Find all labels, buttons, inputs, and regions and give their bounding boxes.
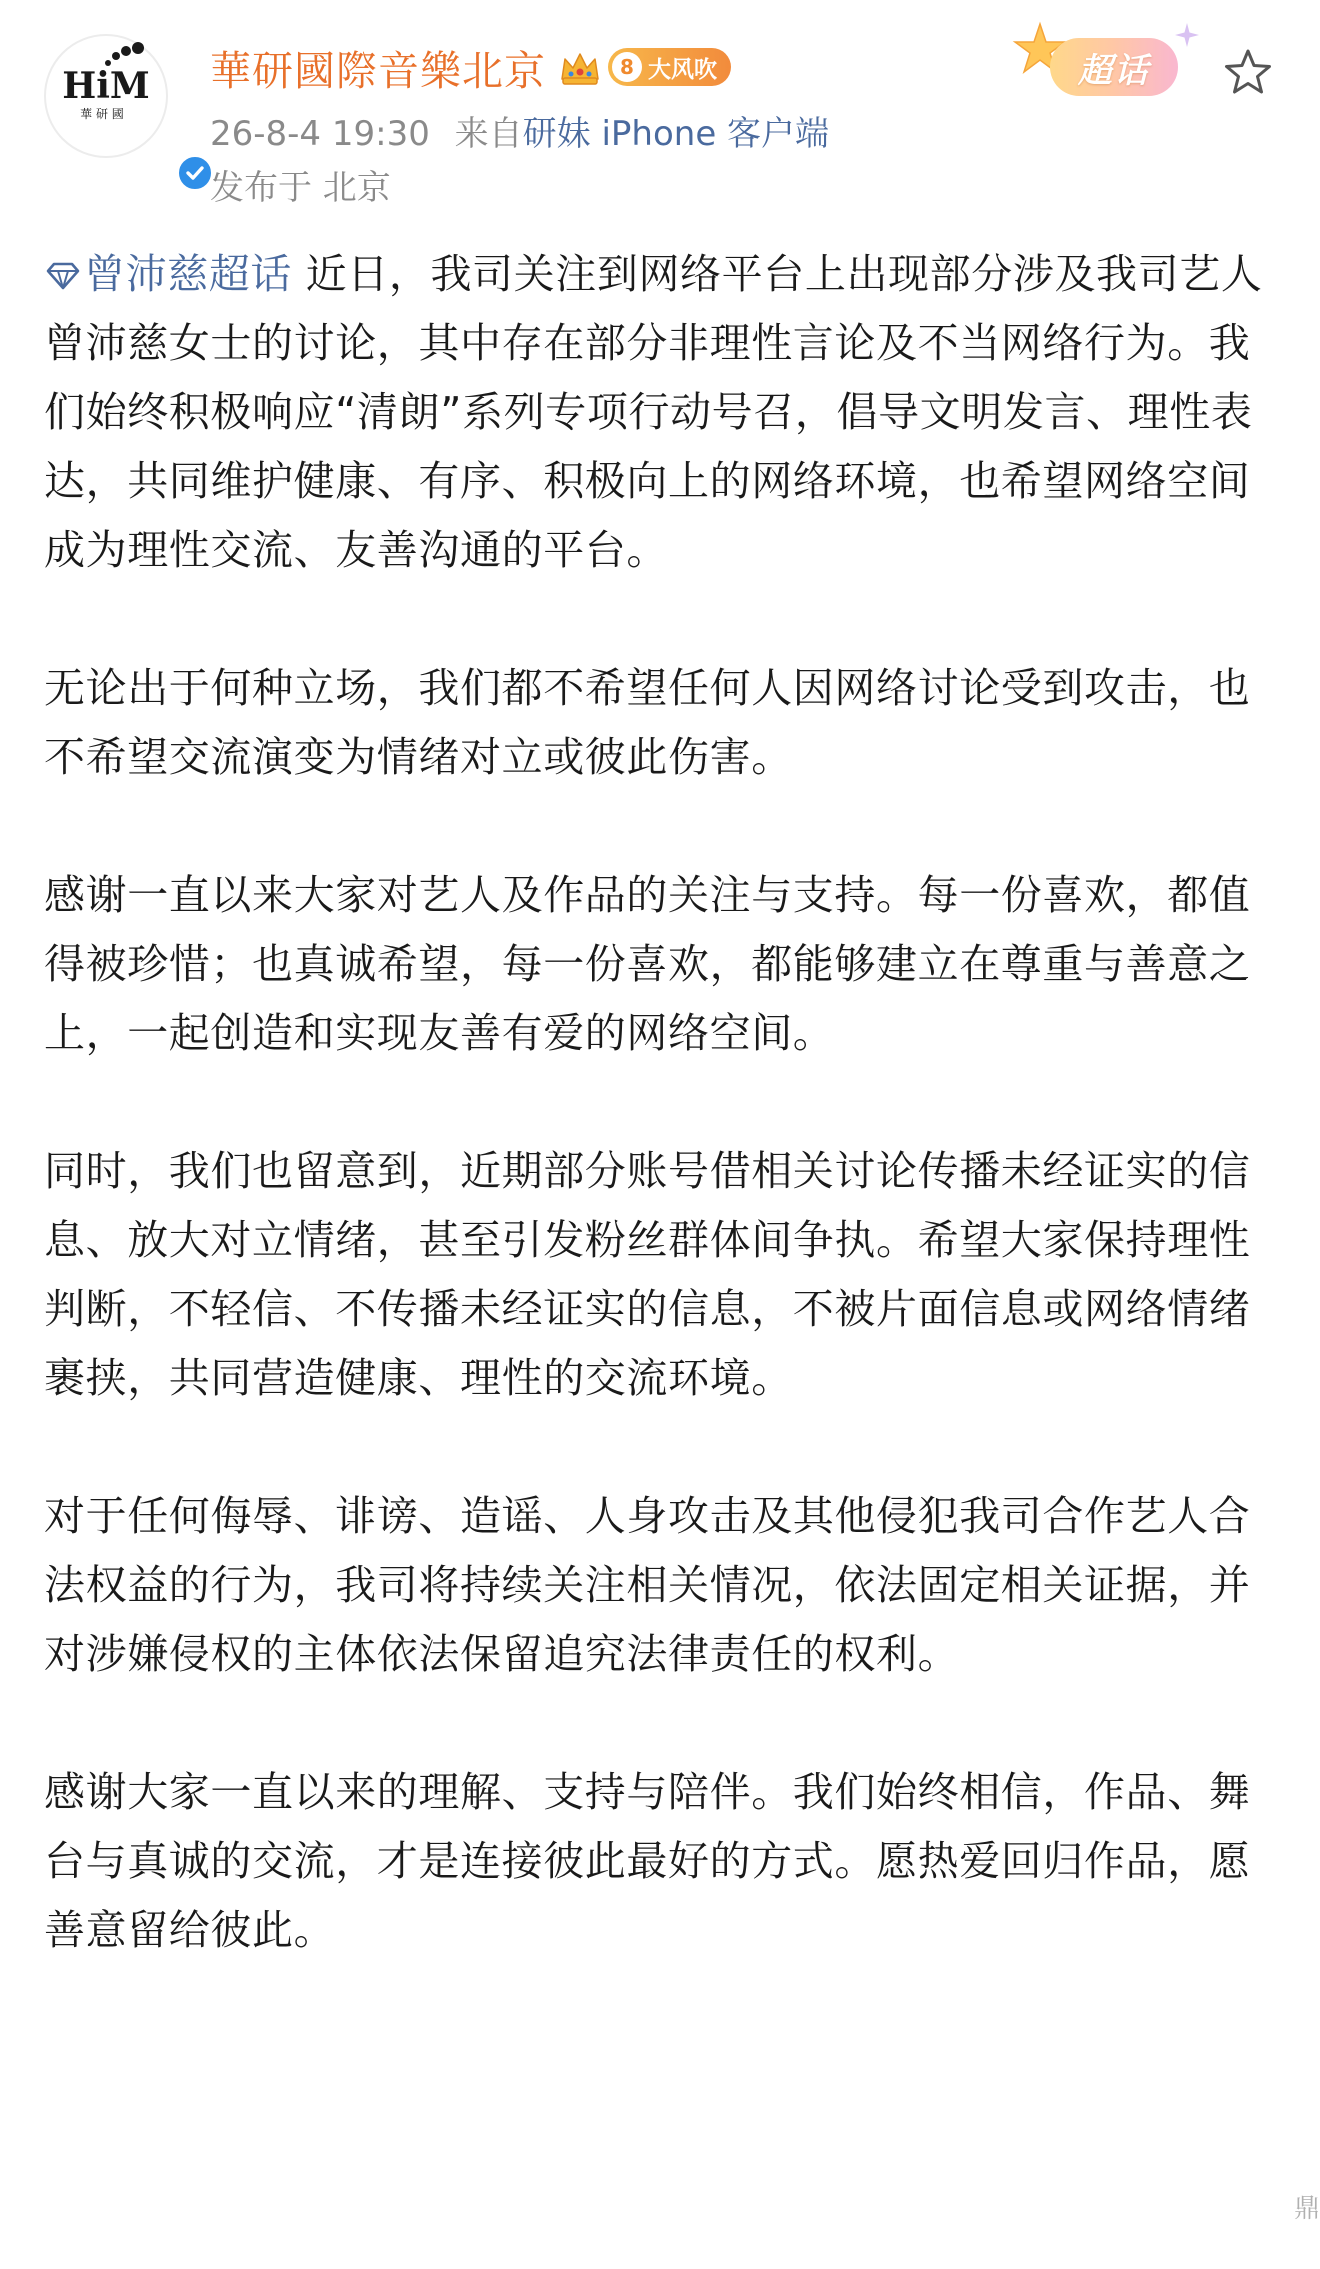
avatar[interactable] (44, 34, 168, 158)
post-meta (210, 106, 829, 155)
fan-level-label: 大风吹 (648, 56, 717, 83)
supertopic-label: 超话 (1078, 50, 1150, 91)
star-outline-icon[interactable] (1222, 46, 1274, 98)
post-paragraph-4: 同时，我们也留意到，近期部分账号借相关讨论传播未经证实的信息、放大对立情绪，甚至引发粉丝群体间争执。希望大家保持理性判断，不轻信、不传播未经证实的信息，不被片面信息或网络情绪裹挟，共同营造健康、理性的交流环境。 (44, 1147, 1251, 1402)
supertopic-tag-text[interactable]: 曾沛慈超话 (84, 250, 292, 298)
supertopic-pill (1050, 38, 1178, 96)
author-name[interactable]: 華研國際音樂北京 (210, 46, 546, 95)
post-timestamp: 26-8-4 19:30 (210, 114, 430, 154)
verified-badge (176, 154, 214, 192)
fan-level-badge[interactable] (608, 48, 731, 86)
post-paragraph-1-text: 近日，我司关注到网络平台上出现部分涉及我司艺人曾沛慈女士的讨论，其中存在部分非理性言论及不当网络行为。我们始终积极响应“清朗”系列专项行动号召，倡导文明发言、理性表达，共同维护健康、有序、积极向上的网络环境，也希望网络空间成为理性交流、友善沟通的平台。 (44, 250, 1263, 574)
post-source-link[interactable]: 研妹 iPhone 客户端 (522, 114, 830, 154)
post-body (44, 240, 1280, 1965)
crown-icon (558, 47, 602, 87)
verified-check-icon (184, 162, 206, 184)
source-prefix: 来自 (454, 114, 523, 154)
fan-level-number: 8 (612, 52, 642, 82)
post-paragraph-6: 感谢大家一直以来的理解、支持与陪伴。我们始终相信，作品、舞台与真诚的交流，才是连接彼此最好的方式。愿热爱回归作品，愿善意留给彼此。 (44, 1768, 1251, 1954)
post-location: 发布于 北京 (210, 168, 391, 208)
diamond-topic-icon (44, 261, 82, 291)
author-line (210, 40, 731, 94)
supertopic-badge[interactable] (1006, 20, 1206, 110)
post-paragraph-5: 对于任何侮辱、诽谤、造谣、人身攻击及其他侵犯我司合作艺人合法权益的行为，我司将持续关注相关情况，依法固定相关证据，并对涉嫌侵权的主体依法保留追究法律责任的权利。 (44, 1492, 1251, 1678)
supertopic-tag-link[interactable] (44, 250, 292, 298)
post-paragraph-1 (44, 240, 1280, 585)
him-logo-icon (46, 36, 166, 156)
post-header (0, 0, 1320, 220)
post-paragraph-3: 感谢一直以来大家对艺人及作品的关注与支持。每一份喜欢，都值得被珍惜；也真诚希望，每一份喜欢，都能够建立在尊重与善意之上，一起创造和实现友善有爱的网络空间。 (44, 871, 1251, 1057)
avatar-logo-text: HiM (62, 65, 150, 107)
sparkle-decoration-icon (1174, 22, 1200, 48)
cropped-edge-char: 鼎 (1293, 2194, 1320, 2224)
avatar-logo-subtext: 華 研 國 (80, 107, 124, 121)
post-paragraph-2: 无论出于何种立场，我们都不希望任何人因网络讨论受到攻击，也不希望交流演变为情绪对立或彼此伤害。 (44, 664, 1251, 781)
